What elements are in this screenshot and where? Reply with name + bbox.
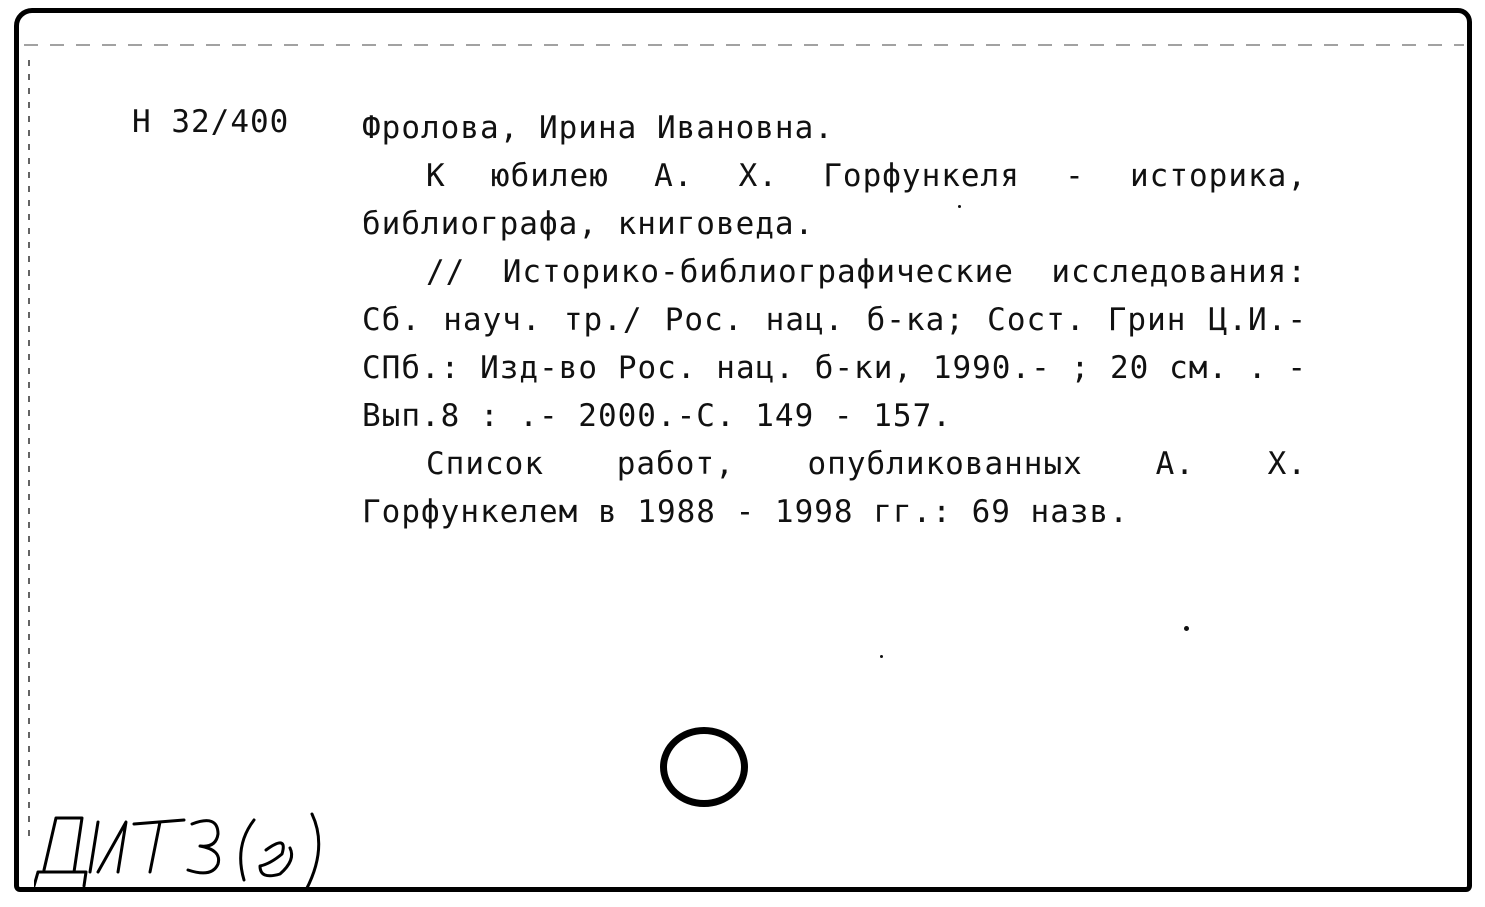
source-line: // Историко-библиографические исследования: Сб. науч. тр./ Рос. нац. б-ка; Сост. Грин Ц.И.- СПб.: Изд-во Рос. нац. б-ки, 1990.- ; 20 см. . - Вып.8 : .- 2000.-С. 149 - 157. <box>362 254 1307 434</box>
ink-speck <box>1184 626 1189 631</box>
punch-hole <box>660 727 748 807</box>
top-dashed-line <box>24 44 1464 46</box>
catalog-entry <box>362 104 1307 536</box>
title-line: К юбилею А. Х. Горфункеля - историка, библиографа, книговеда. <box>362 158 1307 242</box>
ink-speck <box>958 205 961 208</box>
author-line: Фролова, Ирина Ивановна. <box>362 110 834 146</box>
shelfmark: Н 32/400 <box>132 104 290 140</box>
handwritten-note <box>34 800 334 900</box>
ink-speck <box>880 655 883 658</box>
left-dashed-line <box>28 60 30 840</box>
note-line: Список работ, опубликованных А. Х. Горфункелем в 1988 - 1998 гг.: 69 назв. <box>362 446 1307 530</box>
